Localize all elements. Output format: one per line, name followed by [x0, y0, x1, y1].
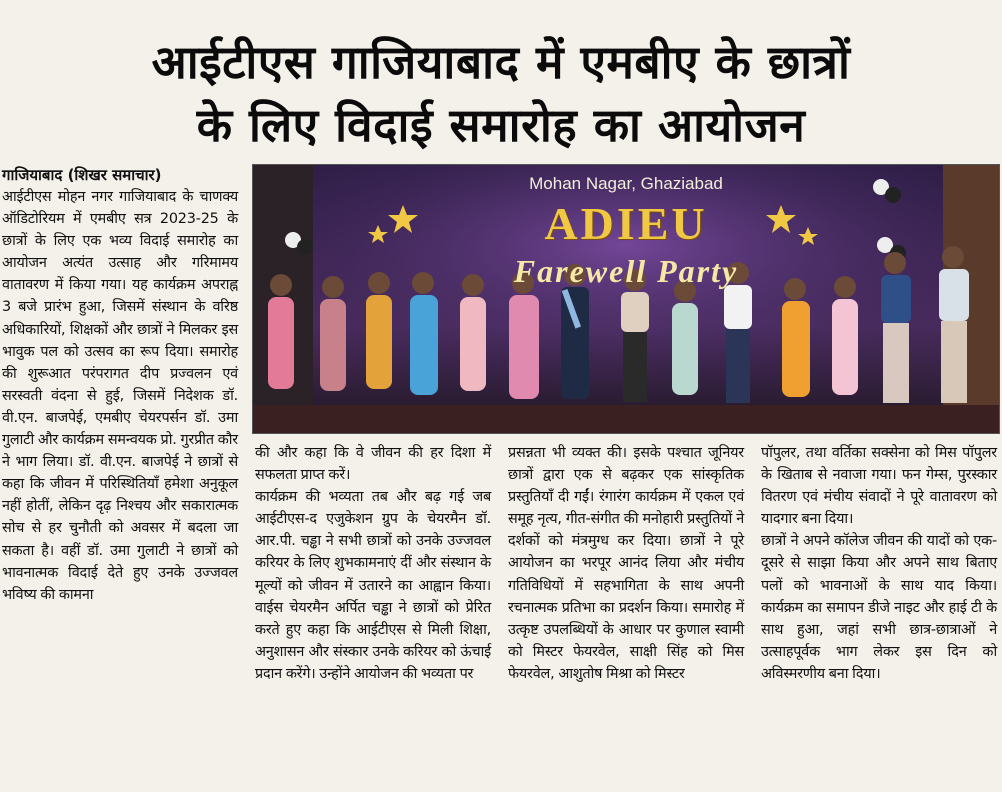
banner-venue: Mohan Nagar, Ghaziabad — [529, 174, 723, 193]
article-column-3 — [508, 442, 744, 685]
dateline: गाजियाबाद (शिखर समाचार) — [2, 166, 162, 184]
article-paragraph: कार्यक्रम की भव्यता तब और बढ़ गई जब आईटीएस-द एजुकेशन ग्रुप के चेयरमैन डॉ. आर.पी. चड्ढा ने सभी छात्रों को उनके उज्जवल करियर के लिए शुभकामनाएं दीं और संस्थान के मूल्यों को जीवन में उतारने का आह्वान किया। वाईस चेयरमैन अर्पित चड्ढा ने छात्रों को प्रेरित करते हुए कहा कि आईटीएस से मिली शिक्षा, अनुशासन और संस्कार उनके करियर को ऊंचाई प्रदान करेंगे। उन्होंने आयोजन की भव्यता पर — [255, 489, 491, 682]
banner-subtitle: Farewell Party — [513, 253, 739, 289]
article-paragraph: छात्रों ने अपने कॉलेज जीवन की यादों को एक-दूसरे से साझा किया और अपने साथ बिताए पलों को भावनाओं के साथ याद किया। कार्यक्रम का समापन डीजे नाइट और हाई टी के साथ हुआ, जहां सभी छात्र-छात्राओं ने उत्साहपूर्वक भाग लेकर इस दिन को अविस्मरणीय बना दिया। — [761, 533, 997, 682]
article-paragraph: पॉपुलर, तथा वर्तिका सक्सेना को मिस पॉपुलर के खिताब से नवाजा गया। फन गेम्स, पुरस्कार वितरण एवं मंचीय संवादों ने पूरे वातावरण को यादगार बना दिया। — [761, 445, 997, 528]
article-paragraph: की और कहा कि वे जीवन की हर दिशा में सफलता प्राप्त करें। — [255, 445, 491, 484]
headline-line-1: आईटीएस गाजियाबाद में एमबीए के छात्रों — [151, 34, 851, 89]
article-column-4 — [761, 442, 997, 685]
event-photo — [252, 164, 1000, 434]
photo-illustration — [253, 165, 999, 433]
article-paragraph: प्रसन्नता भी व्यक्त की। इसके पश्चात जूनियर छात्रों द्वारा एक से बढ़कर एक सांस्कृतिक प्रस्तुतियाँ दी गईं। रंगारंग कार्यक्रम में एकल एवं समूह नृत्य, गीत-संगीत की मनोहारी प्रस्तुतियों ने दर्शकों को मंत्रमुग्ध कर दिया। छात्रों ने पूरे आयोजन का भरपूर आनंद लिया और मंचीय गतिविधियों में सहभागिता के साथ अपनी रचनात्मक प्रतिभा का प्रदर्शन किया। समारोह में उत्कृष्ट उपलब्धियों के आधार पर कुणाल स्वामी को मिस्टर फेयरवेल, साक्षी सिंह को मिस फेयरवेल, आशुतोष मिश्रा को मिस्टर — [508, 445, 744, 682]
headline-line-2: के लिए विदाई समारोह का आयोजन — [196, 97, 806, 152]
article-column-1 — [2, 186, 238, 606]
banner-title: ADIEU — [544, 198, 708, 249]
article-column-2 — [255, 442, 491, 685]
article-paragraph: आईटीएस मोहन नगर गाजियाबाद के चाणक्य ऑडिटोरियम में एमबीए सत्र 2023-25 के छात्रों के लिए एक भव्य विदाई समारोह का आयोजन अत्यंत उत्साह और गरिमामय वातावरण में किया गया। यह कार्यक्रम अपराह्न 3 बजे प्रारंभ हुआ, जिसमें संस्थान के वरिष्ठ अधिकारियों, शिक्षकों और छात्रों ने मिलकर इस भावुक पल को उत्सव का रूप दिया। समारोह की शुरूआत परंपरागत दीप प्रज्वलन एवं सरस्वती वंदना से हुई, जिसमें निदेशक डॉ. वी.एन. बाजपेई, एमबीए चेयरपर्सन डॉ. उमा गुलाटी और कार्यक्रम समन्वयक प्रो. गुरप्रीत कौर ने भाग लिया। डॉ. वी.एन. बाजपेई ने छात्रों से कहा कि जीवन में परिस्थितियाँ हमेशा अनुकूल नहीं होतीं, लेकिन दृढ़ निश्चय और सकारात्मक सोच से हर चुनौती को अवसर में बदला जा सकता है। वहीं डॉ. उमा गुलाटी ने छात्रों को भावनात्मक विदाई देते हुए उनके उज्जवल भविष्य की कामना — [2, 189, 238, 603]
headline — [0, 31, 1002, 181]
